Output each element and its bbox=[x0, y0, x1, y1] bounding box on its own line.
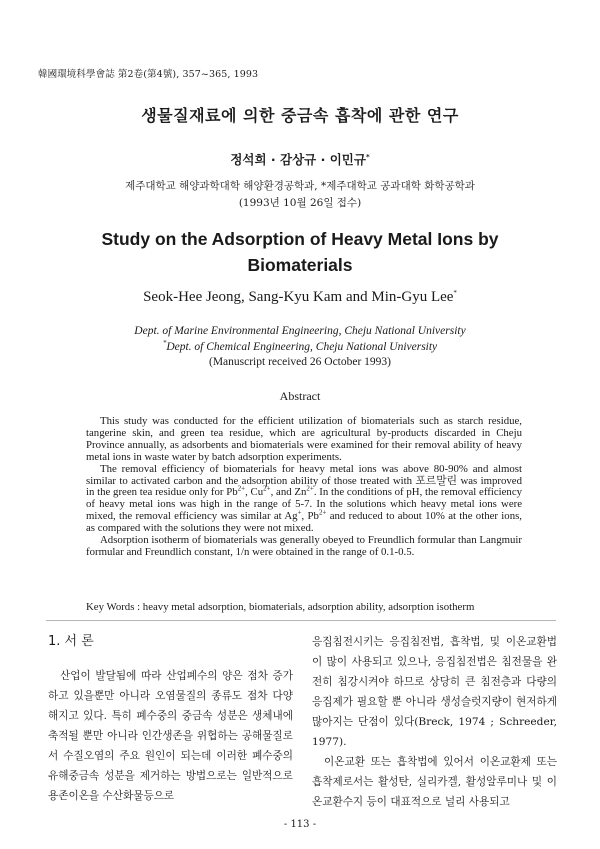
korean-authors: 정석희 · 감상규 · 이민규* bbox=[230, 152, 370, 167]
section-divider bbox=[46, 620, 556, 621]
left-column bbox=[48, 632, 293, 806]
korean-affiliation-line: 제주대학교 해양과학대학 해양환경공학과, *제주대학교 공과대학 화학공학과 bbox=[125, 180, 475, 192]
abstract-paragraph-2: The removal efficiency of biomaterials for heavy metal ions was above 80-90% and almost similar to activated carbon and the adsorption ability of those treated with 포르말린 was improved in the green tea residue only for $Pb^{2+}$, $Cu^{2+}$, and $Zn^{2+}$. In the conditions of pH, the removal efficiency of heavy metal ions was high in the range of 5-7. In the solutions which heavy metal ions were mixed, the removal efficiency was similar at Ag+, $Pb^{2+}$ and reduced to about 10% at the other ions, as compared with the solutions they were not mixed. bbox=[86, 462, 523, 535]
page-number: - 113 - bbox=[283, 819, 317, 830]
intro-paragraph-1: 산업이 발달됨에 따라 산업폐수의 양은 점차 증가하고 있을뿐만 아니라 오염물질의 종류도 점차 다양해지고 있다. 특히 폐수중의 중금속 성분은 생체내에 축적될 뿐만 아니라 인간생존을 위협하는 공해물질로서 수질오염의 주요 원인이 되는데 이러한 폐수중의 유해중금속 성분을 제거하는 방법으로는 일반적으로 용존이온을 수산화물등으로 bbox=[48, 670, 293, 802]
right-column bbox=[312, 632, 557, 812]
english-title bbox=[0, 226, 600, 278]
korean-received-date: (1993년 10월 26일 접수) bbox=[238, 197, 362, 209]
abstract-body bbox=[86, 416, 522, 559]
affiliation-line-1: Dept. of Marine Environmental Engineering, Cheju National University bbox=[134, 325, 466, 337]
manuscript-received: (Manuscript received 26 October 1993) bbox=[208, 356, 392, 368]
korean-title: 생물질재료에 의한 중금속 흡착에 관한 연구 bbox=[141, 106, 459, 125]
english-title-line-1: Study on the Adsorption of Heavy Metal Ions by bbox=[101, 229, 499, 249]
journal-reference: 韓國環境科學會誌 第2卷(第4號), 357~365, 1993 bbox=[38, 69, 259, 80]
abstract-paragraph-3: Adsorption isotherm of biomaterials was generally obeyed to Freundlich formular than Langmuir formular and Freundlich constant, 1/n were obtained in the range of 0.1-0.5. bbox=[86, 534, 522, 558]
affiliation-line-2: *Dept. of Chemical Engineering, Cheju National University bbox=[162, 338, 438, 353]
abstract-paragraph-1: This study was conducted for the efficient utilization of biomaterials such as starch residue, tangerine skin, and green tea residue, which are agricultural by-products discarded in Cheju Province annually, as adsorbents and biomaterials were examined for their removal ability of heavy metal ions in waste water by batch adsorption experiments. bbox=[86, 415, 522, 463]
english-affiliation bbox=[0, 324, 600, 371]
intro-paragraph-2: 이온교환 또는 흡착법에 있어서 이온교환제 또는 흡착제로서는 활성탄, 실리카겔, 활성알루미나 및 이온교환수지 등이 대표적으로 널리 사용되고 bbox=[312, 756, 557, 808]
intro-paragraph-continued: 응집침전시키는 응집침전법, 흡착법, 및 이온교환법이 많이 사용되고 있으나, 응집침전법은 침전물을 완전히 침강시켜야 하므로 상당히 큰 침전층과 다량의 응집제가 필요할 뿐 아니라 생성슬럿지량이 현저하게 많아지는 단점이 있다(Breck, 1974 ; Schreeder, 1977). bbox=[312, 636, 557, 748]
keywords: Key Words : heavy metal adsorption, biomaterials, adsorption ability, adsorption isotherm bbox=[86, 601, 475, 613]
korean-affiliation bbox=[0, 178, 600, 212]
abstract-heading: Abstract bbox=[279, 389, 321, 403]
english-authors: Seok-Hee Jeong, Sang-Kyu Kam and Min-Gyu Lee* bbox=[143, 289, 457, 305]
section-heading-introduction: 1. 서 론 bbox=[48, 634, 94, 649]
english-title-line-2: Biomaterials bbox=[247, 255, 353, 275]
